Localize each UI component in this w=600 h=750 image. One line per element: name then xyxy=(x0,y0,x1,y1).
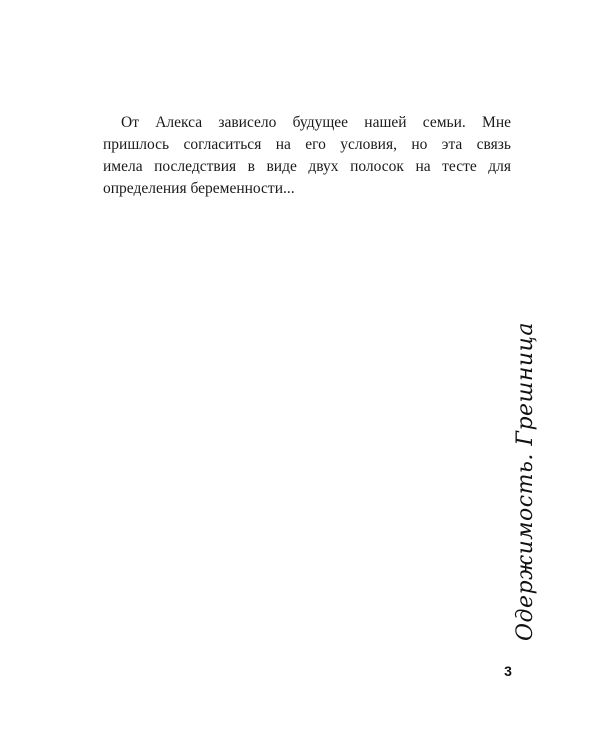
paragraph-line: определения беременности... xyxy=(103,180,295,197)
body-paragraph xyxy=(103,112,511,200)
paragraph-line: пришлось согласиться на его условия, но эта связь xyxy=(103,136,511,153)
page-number: 3 xyxy=(504,663,512,679)
paragraph-line: От Алекса зависело будущее нашей семьи. Мне xyxy=(121,114,511,131)
paragraph-line: имела последствия в виде двух полосок на тесте для xyxy=(103,158,511,175)
running-title: Одержимость. Грешница xyxy=(513,321,538,641)
